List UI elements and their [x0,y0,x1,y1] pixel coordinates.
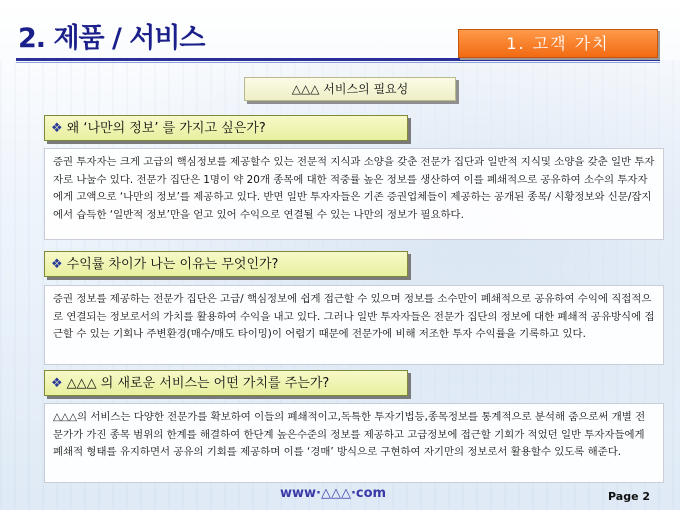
question-text: △△△ 의 새로운 서비스는 어떤 가치를 주는가? [66,376,330,391]
title-underline [16,58,660,61]
footer-url[interactable]: www·△△△·com [280,486,387,501]
answer-box-3: △△△의 서비스는 다양한 전문가를 확보하여 이들의 폐쇄적이고,독특한 투자기법등,종목정보를 통계적으로 분석해 줌으로써 개별 전문가가 가진 종목 범위의 한계를 해결하여 한단계 높은수준의 정보를 제공하고 고급정보에 접근할 기회가 적었던 일반 투자자들에게 폐쇄적 형태를 유지하면서 공유의 기회를 제공하며 이를 ‘경매’ 방식으로 구현하여 자기만의 정보로서 활용할수 있도록 해준다. [44,403,664,483]
page-title: 2. 제품 / 서비스 [18,23,205,54]
title-underline-thin [16,62,660,63]
diamond-bullet-icon: ❖ [51,121,63,136]
answer-box-1: 증권 투자자는 크게 고급의 핵심정보를 제공할수 있는 전문적 지식과 소양을 갖춘 전문가 집단과 일반적 지식및 소양을 갖춘 일반 투자자로 나눌수 있다. 전문가 집단은 1명이 약 20개 종목에 대한 적중률 높은 정보를 생산하여 이를 폐쇄적으로 공유하여 소수의 투자자에게 고액으로 ‘나만의 정보’를 제공하고 있다. 반면 일반 투자자들은 기존 증권업체들이 제공하는 공개된 종목/ 시황정보와 신문/잡지에서 습득한 ‘일반적 정보’만을 얻고 있어 수익으로 연결될 수 있는 나만의 정보가 필요하다. [44,148,664,240]
question-text: 왜 ‘나만의 정보’ 를 가지고 싶은가? [66,121,266,136]
diamond-bullet-icon: ❖ [51,257,63,272]
question-heading-2 [44,251,408,277]
question-text: 수익률 차이가 나는 이유는 무엇인가? [66,257,279,272]
page-number: Page 2 [608,490,651,503]
section-tab[interactable]: 1. 고객 가치 [458,29,658,58]
diamond-bullet-icon: ❖ [51,376,63,391]
question-heading-1 [44,115,408,141]
question-heading-3 [44,370,408,396]
subheading: △△△ 서비스의 필요성 [244,77,456,101]
answer-box-2: 증권 정보를 제공하는 전문가 집단은 고급/ 핵심정보에 쉽게 접근할 수 있으며 정보를 소수만이 폐쇄적으로 공유하여 수익에 직접적으로 연결되는 정보로서의 가치를 활용하여 수익을 내고 있다. 그러나 일반 투자자들은 전문가 집단의 정보에 대한 폐쇄적 공유방식에 접근할 수 있는 기회나 주변환경(매수/매도 타이밍)이 어렵기 때문에 전문가에 비해 저조한 투자 수익률을 기록하고 있다. [44,285,664,365]
